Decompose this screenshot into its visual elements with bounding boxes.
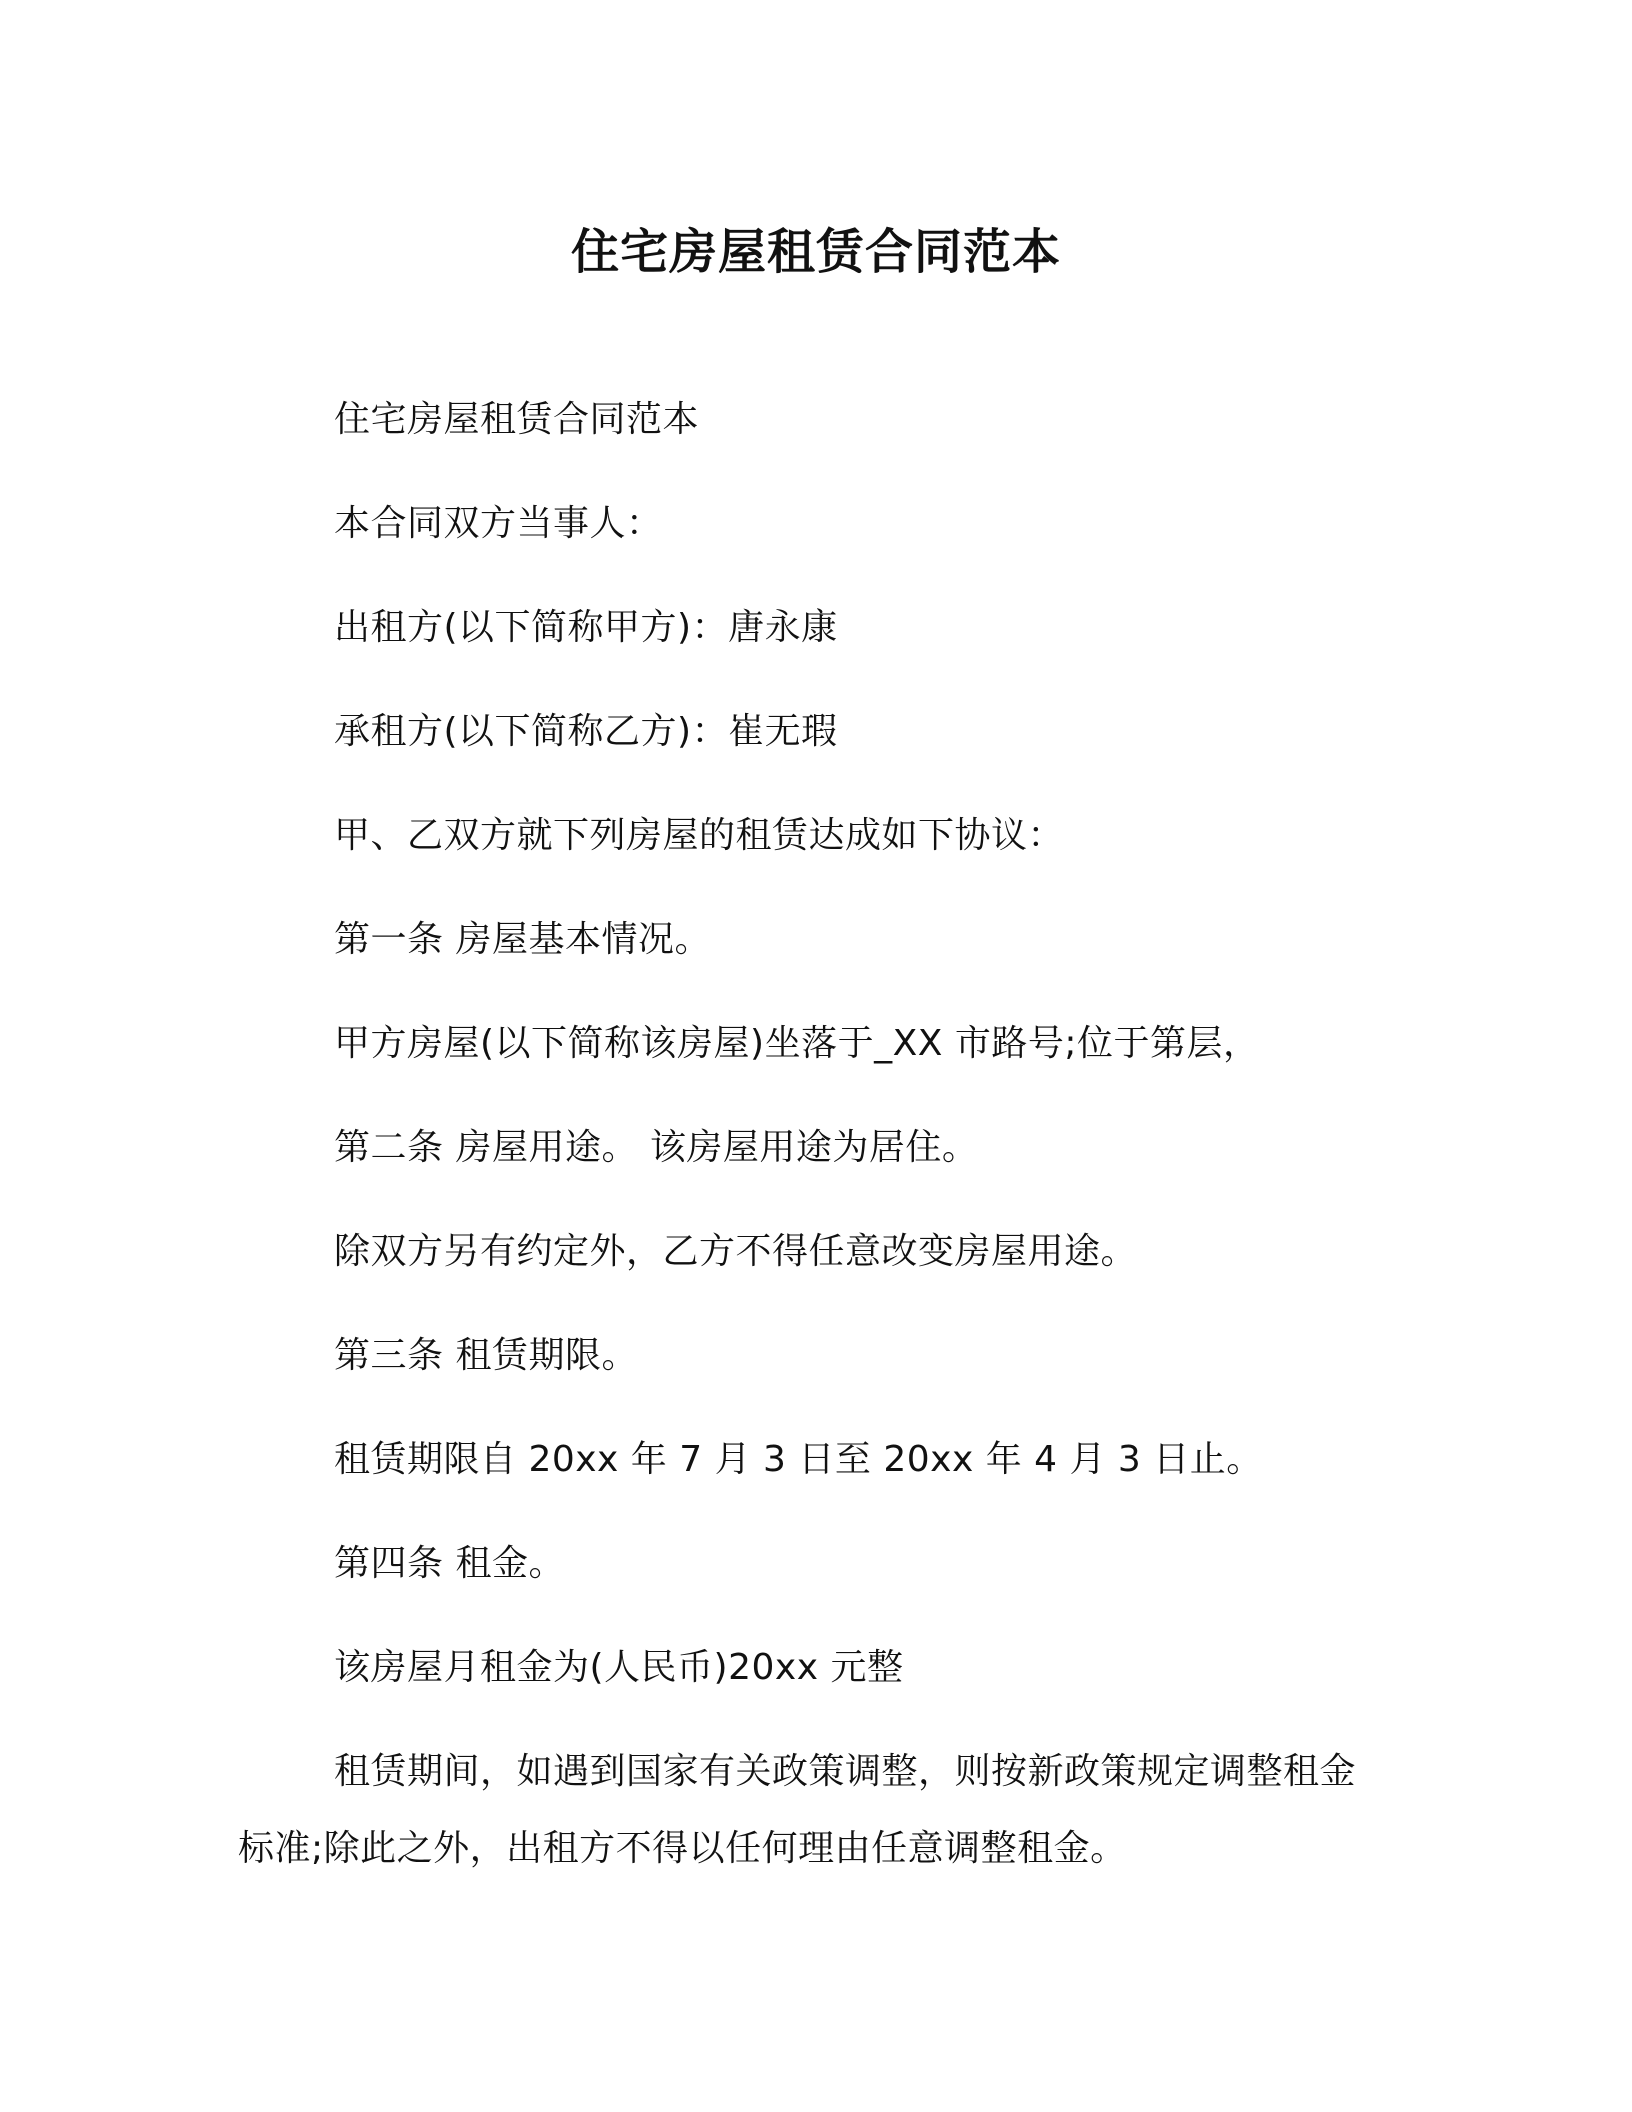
document-title: 住宅房屋租赁合同范本	[570, 224, 1061, 280]
article-2-body: 除双方另有约定外，乙方不得任意改变房屋用途。	[334, 1231, 1138, 1272]
article-2-heading: 第二条 房屋用途。 该房屋用途为居住。	[334, 1127, 979, 1168]
article-4-heading: 第四条 租金。	[334, 1543, 565, 1584]
lessee-line: 承租方(以下简称乙方)：崔无瑕	[334, 711, 838, 752]
article-4-body: 该房屋月租金为(人民币)20xx 元整	[334, 1647, 904, 1688]
parties-intro-line: 本合同双方当事人：	[334, 503, 663, 544]
rent-adjustment-line-2: 标准;除此之外，出租方不得以任何理由任意调整租金。	[238, 1828, 1127, 1869]
agreement-intro-line: 甲、乙双方就下列房屋的租赁达成如下协议：	[334, 815, 1065, 856]
lessor-line: 出租方(以下简称甲方)：唐永康	[334, 607, 838, 648]
article-3-heading: 第三条 租赁期限。	[334, 1335, 638, 1376]
subtitle-line: 住宅房屋租赁合同范本	[334, 399, 700, 440]
article-3-body: 租赁期限自 20xx 年 7 月 3 日至 20xx 年 4 月 3 日止。	[334, 1439, 1263, 1480]
rent-adjustment-line-1: 租赁期间，如遇到国家有关政策调整，则按新政策规定调整租金	[334, 1751, 1357, 1792]
article-1-heading: 第一条 房屋基本情况。	[334, 919, 711, 960]
article-1-body: 甲方房屋(以下简称该房屋)坐落于_XX 市路号;位于第层，	[334, 1023, 1260, 1064]
